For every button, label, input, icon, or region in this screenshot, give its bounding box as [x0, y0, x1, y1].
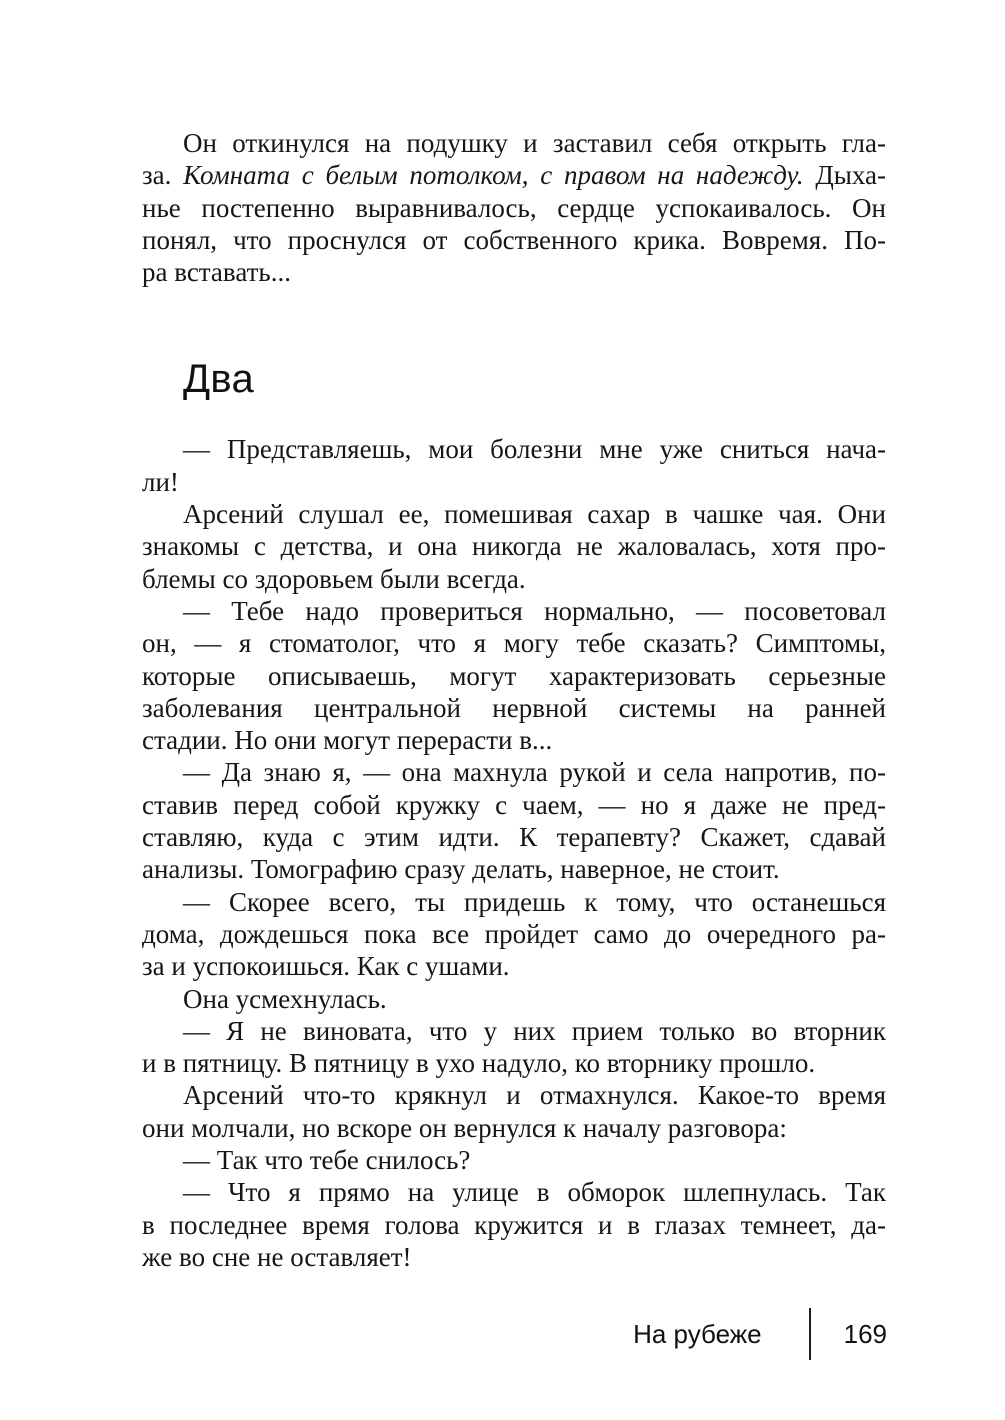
text-line: [142, 466, 886, 498]
page-footer: [633, 1308, 887, 1360]
text-line: [142, 127, 886, 159]
text-line: [142, 886, 886, 918]
page-number: 169: [843, 1318, 887, 1349]
paragraph: [142, 1079, 886, 1144]
text-segment: Арсений слушал ее, помешивая сахар в чашке чая. Они: [183, 499, 886, 530]
text-segment: Она усмехнулась.: [183, 983, 387, 1014]
text-line: [142, 756, 886, 788]
text-line: [142, 1241, 886, 1273]
text-segment: ра вставать...: [142, 257, 291, 288]
text-segment: ставляю, куда с этим идти. К терапевту? Скажет, сдавай: [142, 822, 886, 853]
text-line: [142, 192, 886, 224]
paragraph: [142, 1015, 886, 1080]
text-segment: — Скорее всего, ты придешь к тому, что останешься: [183, 886, 886, 917]
page-text-block: [142, 127, 886, 1273]
text-segment: они молчали, но вскоре он вернулся к началу разговора:: [142, 1112, 787, 1143]
text-line: [142, 1079, 886, 1111]
text-line: [142, 530, 886, 562]
paragraph: [142, 127, 886, 288]
text-segment: заболевания центральной нервной системы на ранней: [142, 692, 886, 723]
text-line: [142, 724, 886, 756]
text-line: [142, 627, 886, 659]
text-line: [142, 1047, 886, 1079]
text-line: [142, 660, 886, 692]
text-line: [142, 563, 886, 595]
text-line: [142, 159, 886, 191]
text-line: [142, 1015, 886, 1047]
text-segment: — Так что тебе снилось?: [183, 1145, 471, 1176]
text-segment: — Да знаю я, — она махнула рукой и села напротив, по-: [183, 757, 886, 788]
paragraph: [142, 595, 886, 756]
text-segment: дома, дождешься пока все пройдет само до очередного ра-: [142, 918, 886, 949]
text-line: [142, 498, 886, 530]
text-segment: Он откинулся на подушку и заставил себя открыть гла-: [183, 128, 886, 158]
text-segment: ли!: [142, 466, 179, 497]
text-segment: анализы. Томографию сразу делать, наверное, не стоит.: [142, 854, 780, 885]
text-segment: блемы со здоровьем были всегда.: [142, 563, 526, 594]
chapter-heading: Два: [183, 357, 255, 402]
text-line: [142, 433, 886, 465]
text-segment: Арсений что-то крякнул и отмахнулся. Какое-то время: [183, 1080, 886, 1111]
chapter-paragraphs: [142, 433, 886, 1273]
text-line: [142, 692, 886, 724]
text-line: [142, 224, 886, 256]
text-segment: которые описываешь, могут характеризовать серьезные: [142, 660, 886, 691]
paragraph: [142, 756, 886, 885]
paragraph: [142, 1144, 886, 1176]
text-segment: нье постепенно выравнивалось, сердце успокаивалось. Он: [142, 192, 886, 223]
text-line: [142, 595, 886, 627]
footer-divider: [809, 1308, 811, 1360]
text-segment: — Что я прямо на улице в обморок шлепнулась. Так: [183, 1177, 886, 1208]
text-segment: — Представляешь, мои болезни мне уже сниться нача-: [183, 434, 886, 465]
text-line: [142, 789, 886, 821]
opening-paragraphs: [142, 127, 886, 288]
paragraph: [142, 983, 886, 1015]
paragraph: [142, 886, 886, 983]
text-segment: Дыха-: [803, 160, 887, 191]
text-line: [142, 950, 886, 982]
text-line: [142, 1209, 886, 1241]
text-segment: он, — я стоматолог, что я могу тебе сказать? Симптомы,: [142, 628, 886, 659]
italic-text-segment: Комната с белым потолком, с правом на надежду.: [183, 160, 804, 191]
text-line: [142, 821, 886, 853]
text-segment: ставив перед собой кружку с чаем, — но я даже не пред-: [142, 789, 886, 820]
running-title: На рубеже: [633, 1318, 762, 1349]
text-line: [142, 1176, 886, 1208]
text-line: [142, 1144, 886, 1176]
text-line: [142, 256, 886, 288]
text-segment: — Я не виновата, что у них прием только во вторник: [183, 1015, 886, 1046]
text-line: [142, 918, 886, 950]
text-segment: понял, что проснулся от собственного крика. Вовремя. По-: [142, 224, 886, 255]
paragraph: [142, 498, 886, 595]
text-segment: знакомы с детства, и она никогда не жаловалась, хотя про-: [142, 531, 886, 562]
text-segment: за и успокоишься. Как с ушами.: [142, 951, 510, 982]
text-line: [142, 1112, 886, 1144]
text-segment: — Тебе надо провериться нормально, — посоветовал: [183, 595, 886, 626]
text-line: [142, 853, 886, 885]
text-segment: в последнее время голова кружится и в глазах темнеет, да-: [142, 1209, 886, 1240]
paragraph: [142, 433, 886, 498]
text-segment: же во сне не оставляет!: [142, 1241, 412, 1272]
text-segment: и в пятницу. В пятницу в ухо надуло, ко вторнику прошло.: [142, 1048, 816, 1079]
text-segment: стадии. Но они могут перерасти в...: [142, 725, 553, 756]
paragraph: [142, 1176, 886, 1273]
text-segment: за.: [142, 160, 184, 191]
text-line: [142, 983, 886, 1015]
